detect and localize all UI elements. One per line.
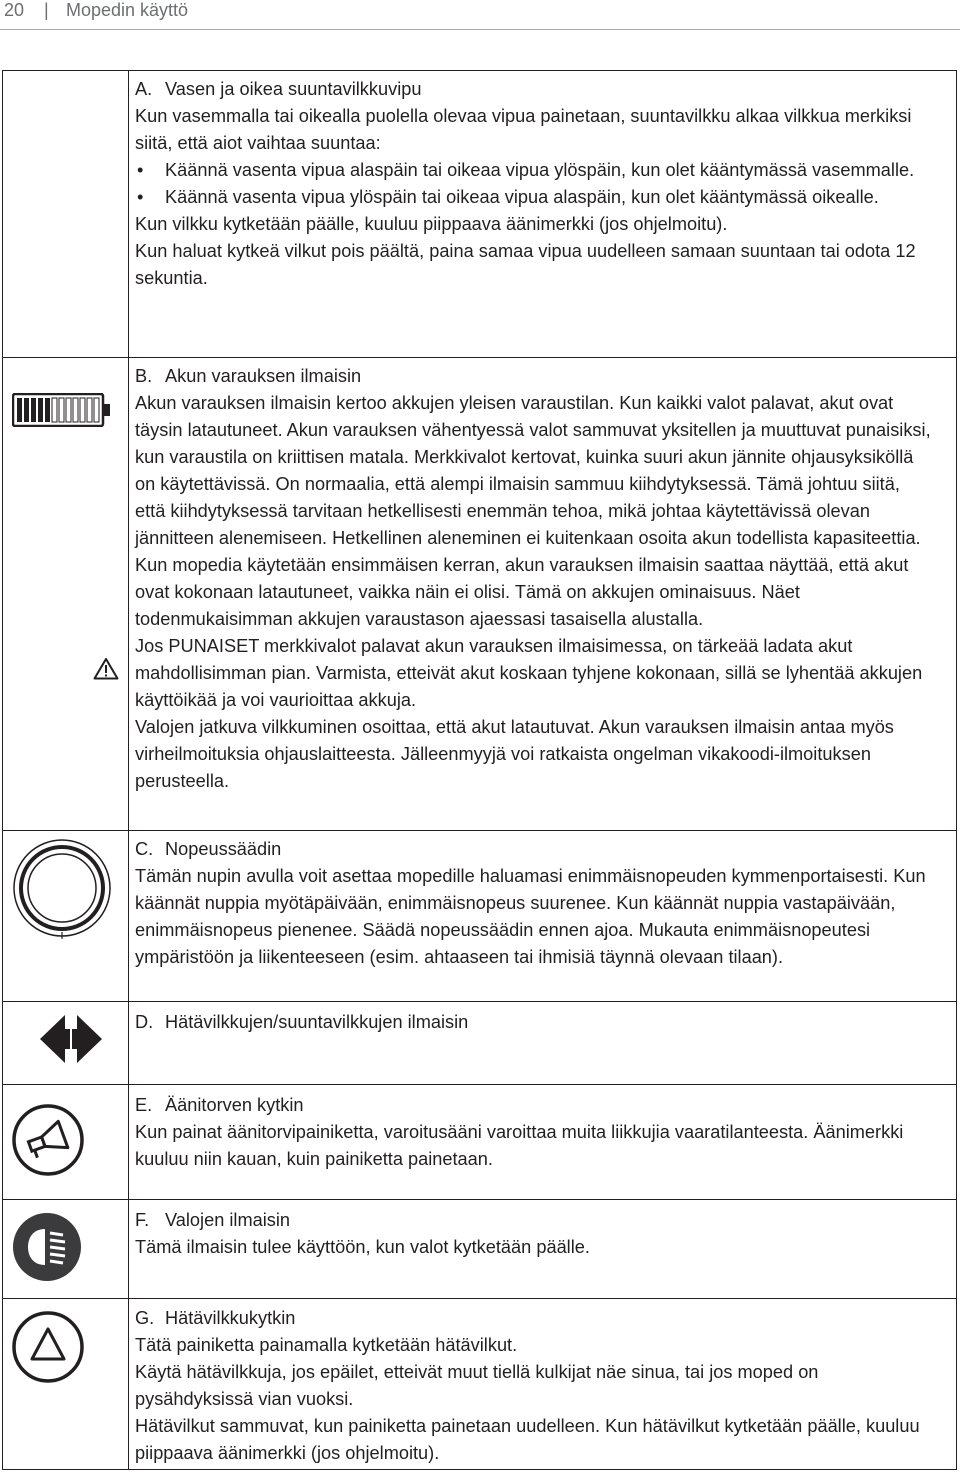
chapter-title: Mopedin käyttö xyxy=(66,0,189,20)
section-f-title: Valojen ilmaisin xyxy=(165,1210,291,1230)
section-c-paragraph-1: Tämän nupin avulla voit asettaa mopedille haluamasi enimmäisnopeuden kymmenportaisesti. Kun käännät nuppia myötäpäivään, enimmäisnopeus suurenee. Kun käännät nuppia vastapäivään, enimmäisnopeus pienenee. Säädä nopeussäädin ennen ajoa. Mukauta enimmäisnopeutesi ympäristöön ja liikenteeseen (esim. ahtaaseen tai ihmisiä täynnä olevaan tilaan). xyxy=(135,866,926,967)
header-rule xyxy=(0,29,960,30)
section-e-letter: E. xyxy=(135,1095,153,1115)
section-a-bullet-right: • Käännä vasenta vipua ylöspäin tai oikeaa vipua alaspäin, kun olet kääntymässä oikealle. xyxy=(135,184,935,211)
section-b-letter: B. xyxy=(135,366,153,386)
section-b-paragraph-3: Valojen jatkuva vilkkuminen osoittaa, että akut latautuvat. Akun varauksen ilmaisin antaa myös virheilmoituksia ohjauslaitteesta. Jälleenmyyjä voi ratkaista ongelman vikakoodi-ilmoituksen perusteella. xyxy=(135,717,894,791)
section-a-turn-signal-lever xyxy=(135,76,935,292)
section-f-letter: F. xyxy=(135,1210,150,1230)
horn-icon xyxy=(12,1104,84,1176)
section-a-intro: Kun vasemmalla tai oikealla puolella olevaa vipua painetaan, suuntavilkku alkaa vilkkua merkiksi siitä, että aiot vaihtaa suuntaa: xyxy=(135,106,912,153)
section-g-paragraph-3: Hätävilkut sammuvat, kun painiketta painetaan uudelleen. Kun hätävilkut kytketään päälle, kuuluu piippaava äänimerkki (jos ohjelmoitu). xyxy=(135,1416,920,1463)
section-b-battery-indicator xyxy=(135,363,935,795)
warning-triangle-icon xyxy=(93,657,119,680)
section-g-title: Hätävilkkukytkin xyxy=(165,1308,296,1328)
section-b-paragraph-2: Jos PUNAISET merkkivalot palavat akun varauksen ilmaisimessa, on tärkeää ladata akut mahdollisimman pian. Varmista, etteivät akut koskaan tyhjene kokonaan, sillä se lyhentää akkujen käyttöikää ja voi vaurioittaa akkuja. xyxy=(135,636,923,710)
section-c-title: Nopeussäädin xyxy=(165,839,282,859)
section-c-letter: C. xyxy=(135,839,154,859)
section-d-heading xyxy=(135,1009,935,1036)
row-divider-ab xyxy=(3,357,956,358)
section-g-heading xyxy=(135,1305,935,1332)
section-a-bullet-left: • Käännä vasenta vipua alaspäin tai oikeaa vipua ylöspäin, kun olet kääntymässä vasemmalle. xyxy=(135,157,935,184)
section-f-heading xyxy=(135,1207,935,1234)
section-a-letter: A. xyxy=(135,79,153,99)
section-e-heading xyxy=(135,1092,935,1119)
section-d-title: Hätävilkkujen/suuntavilkkujen ilmaisin xyxy=(165,1012,469,1032)
section-g-paragraph-2: Käytä hätävilkkuja, jos epäilet, etteivät muut tiellä kulkijat näe sinua, tai jos moped on pysähdyksissä vian vuoksi. xyxy=(135,1362,819,1409)
section-b-paragraph-1: Akun varauksen ilmaisin kertoo akkujen yleisen varaustilan. Kun kaikki valot palavat, akut ovat täysin latautuneet. Akun varauksen vähentyessä valot sammuvat yksitellen ja muuttuvat punaisiksi, kun varaustila on kriittisen matala. Merkkivalot kertovat, kuinka suuri akun jännite ohjausyksiköllä on käytettävissä. On normaalia, että alempi ilmaisin sammuu kiihdytyksessä. Tämä johtuu siitä, että kiihdytyksessä tarvitaan hetkellisesti enemmän tehoa, mikä johtaa käytettävissä olevan jännitteen alenemiseen. Hetkellinen aleneminen ei kuitenkaan osoita akun todellista kapasiteettia. Kun mopedia käytetään ensimmäisen kerran, akun varauksen ilmaisin saattaa näyttää, että akut ovat kokonaan latautuneet, vaikka näin ei olisi. Tämä on akkujen ominaisuus. Näet todenmukaisimman akkujen varaustason ajaessasi tasaisella alustalla. xyxy=(135,393,931,629)
header-separator: | xyxy=(44,0,49,20)
section-b-heading xyxy=(135,363,935,390)
section-d-hazard-indicator xyxy=(135,1009,935,1036)
section-b-title: Akun varauksen ilmaisin xyxy=(165,366,362,386)
page-header xyxy=(0,0,960,30)
section-a-heading xyxy=(135,76,935,103)
speed-knob-icon xyxy=(10,838,114,942)
section-e-paragraph-1: Kun painat äänitorvipainiketta, varoitusääni varoittaa muita liikkujia vaaratilanteesta. Äänimerkki kuuluu niin kauan, kuin painiketta painetaan. xyxy=(135,1122,904,1169)
row-divider-cd xyxy=(3,1001,956,1002)
section-a-paragraph-off: Kun haluat kytkeä vilkut pois päältä, paina samaa vipua uudelleen samaan suuntaan tai odota 12 sekuntia. xyxy=(135,241,916,288)
row-divider-bc xyxy=(3,830,956,831)
headlight-icon xyxy=(12,1212,82,1282)
section-g-paragraph-1: Tätä painiketta painamalla kytketään hätävilkut. xyxy=(135,1335,518,1355)
section-c-heading xyxy=(135,836,935,863)
section-g-hazard-switch xyxy=(135,1305,935,1467)
section-f-lights-indicator xyxy=(135,1207,935,1261)
section-e-title: Äänitorven kytkin xyxy=(165,1095,304,1115)
row-divider-ef xyxy=(3,1199,956,1200)
section-a-paragraph-beep: Kun vilkku kytketään päälle, kuuluu piippaava äänimerkki (jos ohjelmoitu). xyxy=(135,214,728,234)
column-divider xyxy=(128,71,129,1469)
hazard-triangle-icon xyxy=(12,1311,84,1383)
section-e-horn-switch xyxy=(135,1092,935,1173)
section-f-paragraph-1: Tämä ilmaisin tulee käyttöön, kun valot kytketään päälle. xyxy=(135,1237,590,1257)
row-divider-de xyxy=(3,1084,956,1085)
section-c-speed-control xyxy=(135,836,935,971)
row-divider-fg xyxy=(3,1298,956,1299)
battery-indicator-icon xyxy=(12,393,112,427)
page-number: 20 xyxy=(4,0,25,20)
turn-arrows-icon xyxy=(38,1011,104,1067)
section-a-bullet-list xyxy=(135,157,935,211)
section-d-letter: D. xyxy=(135,1012,154,1032)
section-g-letter: G. xyxy=(135,1308,155,1328)
section-a-title: Vasen ja oikea suuntavilkkuvipu xyxy=(165,79,422,99)
